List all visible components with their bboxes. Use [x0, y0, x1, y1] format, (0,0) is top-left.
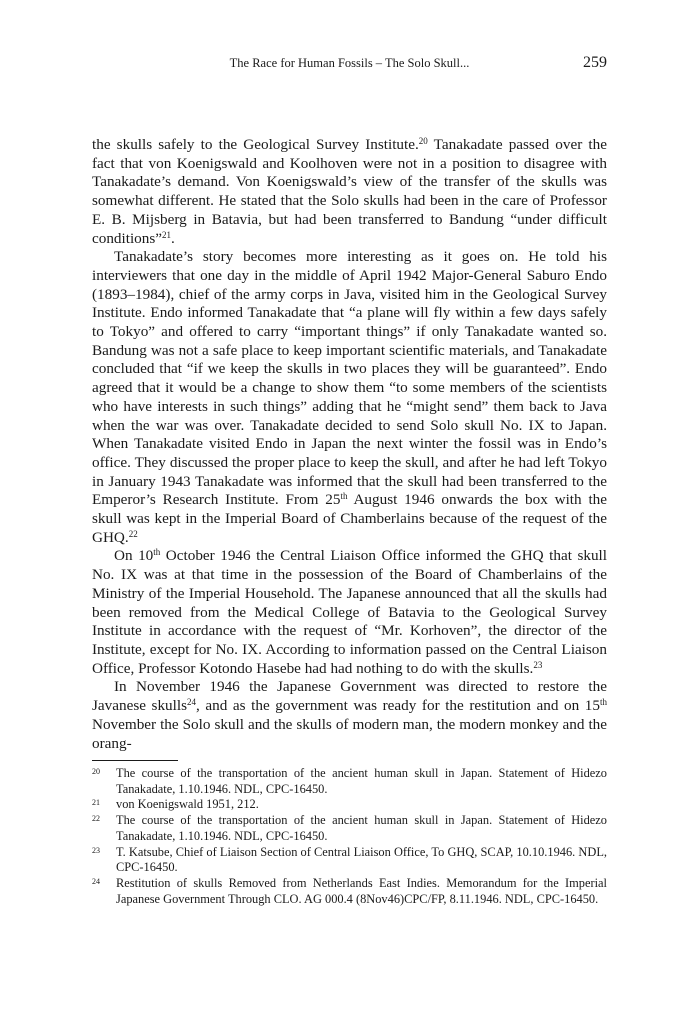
- footnote-ref: 24: [187, 697, 197, 708]
- footnote-separator: [92, 760, 178, 761]
- text-run: Tanakadate passed over the fact that von Koenigswald and Koolhoven were not in a position to disagree with Tanakadate’s demand. Von Koenigswald’s view of the transfer of the skulls was somewhat different. He stated that the Solo skulls had been in the care of Professor E. B. Mijsberg in Batavia, but had been transferred to Bandung “under difficult conditions”: [92, 136, 607, 247]
- footnote: [92, 766, 607, 797]
- ordinal-suffix: th: [340, 491, 348, 502]
- footnote-text: von Koenigswald 1951, 212.: [116, 797, 259, 812]
- text-run: In November 1946 the Japanese Government was directed to restore the Javanese skulls: [92, 678, 607, 715]
- footnote-ref: 23: [533, 659, 543, 670]
- footnote-ref: 22: [128, 528, 138, 539]
- footnote-number: 23: [92, 845, 100, 855]
- footnote: [92, 813, 607, 844]
- text-run: November the Solo skull and the skulls of modern man, the modern monkey and the orang-: [92, 715, 607, 752]
- text-run: August 1946 onwards the box with the skull was kept in the Imperial Board of Chamberlains because of the request of the GHQ.: [92, 491, 607, 546]
- text-run: the skulls safely to the Geological Survey Institute.: [92, 136, 419, 153]
- footnote-text: The course of the transportation of the ancient human skull in Japan. Statement of Hidezo Tanakadate, 1.10.1946. NDL, CPC-16450.: [116, 766, 607, 796]
- paragraph: [92, 678, 607, 753]
- text-run: October 1946 the Central Liaison Office informed the GHQ that skull No. IX was at that time in the possession of the Board of Chamberlains of the Ministry of the Imperial Household. The Japanese announced that all the skulls had been removed from the Medical College of Batavia to the Geological Survey Institute in accordance with the request of “Mr. Korhoven”, the director of the Institute, except for No. IX. According to information passed on the Central Liaison Office, Professor Kotondo Hasebe had had nothing to do with the skulls.: [92, 547, 607, 677]
- footnote-number: 20: [92, 767, 100, 776]
- footnote-number: 22: [92, 814, 100, 824]
- running-header-title: The Race for Human Fossils – The Solo Skull...: [229, 56, 470, 70]
- body-text: [92, 136, 607, 753]
- footnote: [92, 797, 607, 813]
- footnote-ref: 21: [162, 229, 172, 240]
- paragraph: [92, 248, 607, 547]
- text-run: .: [171, 229, 175, 247]
- footnote: [92, 845, 607, 876]
- footnotes: [92, 766, 607, 907]
- footnote-number: 21: [92, 798, 100, 808]
- footnote-text: T. Katsube, Chief of Liaison Section of Central Liaison Office, To GHQ, SCAP, 10.10.1946. NDL, CPC-16450.: [116, 844, 607, 875]
- text-run: Tanakadate’s story becomes more interesting as it goes on. He told his interviewers that one day in the middle of April 1942 Major-General Saburo Endo (1893–1984), chief of the army corps in Java, visited him in the Geological Survey Institute. Endo informed Tanakadate that “a plane will fly within a few days safely to Tokyo” and offered to carry “important things” if only Tanakadate wanted so. Bandung was not a safe place to keep important scientific materials, and Tanakadate concluded that “if we keep the skulls in two places they will be guaranteed”. Endo agreed that it would be a change to show them “to some members of the scientists who have interests in such things” adding that he “might send” them back to Java when the war was over. Tanakadate decided to send Solo skull No. IX to Japan. When Tanakadate visited Endo in Japan the next winter the fossil was in Endo’s office. They discussed the proper place to keep the skull, and after he had left Tokyo in January 1943 Tanakadate was informed that the skull had been transferred to the Emperor’s Research Institute. From 25: [92, 248, 607, 509]
- text-run: , and as the government was ready for the restitution and on 15: [196, 697, 600, 715]
- ordinal-suffix: th: [599, 697, 607, 708]
- footnote-ref: 20: [418, 136, 428, 146]
- footnote: [92, 876, 607, 907]
- ordinal-suffix: th: [153, 547, 161, 558]
- paragraph: [92, 136, 607, 248]
- text-run: On 10: [114, 547, 154, 565]
- footnote-text: The course of the transportation of the ancient human skull in Japan. Statement of Hidezo Tanakadate, 1.10.1946. NDL, CPC-16450.: [116, 813, 607, 843]
- paragraph: [92, 547, 607, 678]
- running-header: [92, 56, 607, 72]
- page-number: 259: [583, 54, 607, 71]
- footnote-number: 24: [92, 876, 100, 886]
- footnote-text: Restitution of skulls Removed from Netherlands East Indies. Memorandum for the Imperial Japanese Government Through CLO. AG 000.4 (8Nov46)CPC/FP, 8.11.1946. NDL, CPC-16450.: [116, 875, 607, 906]
